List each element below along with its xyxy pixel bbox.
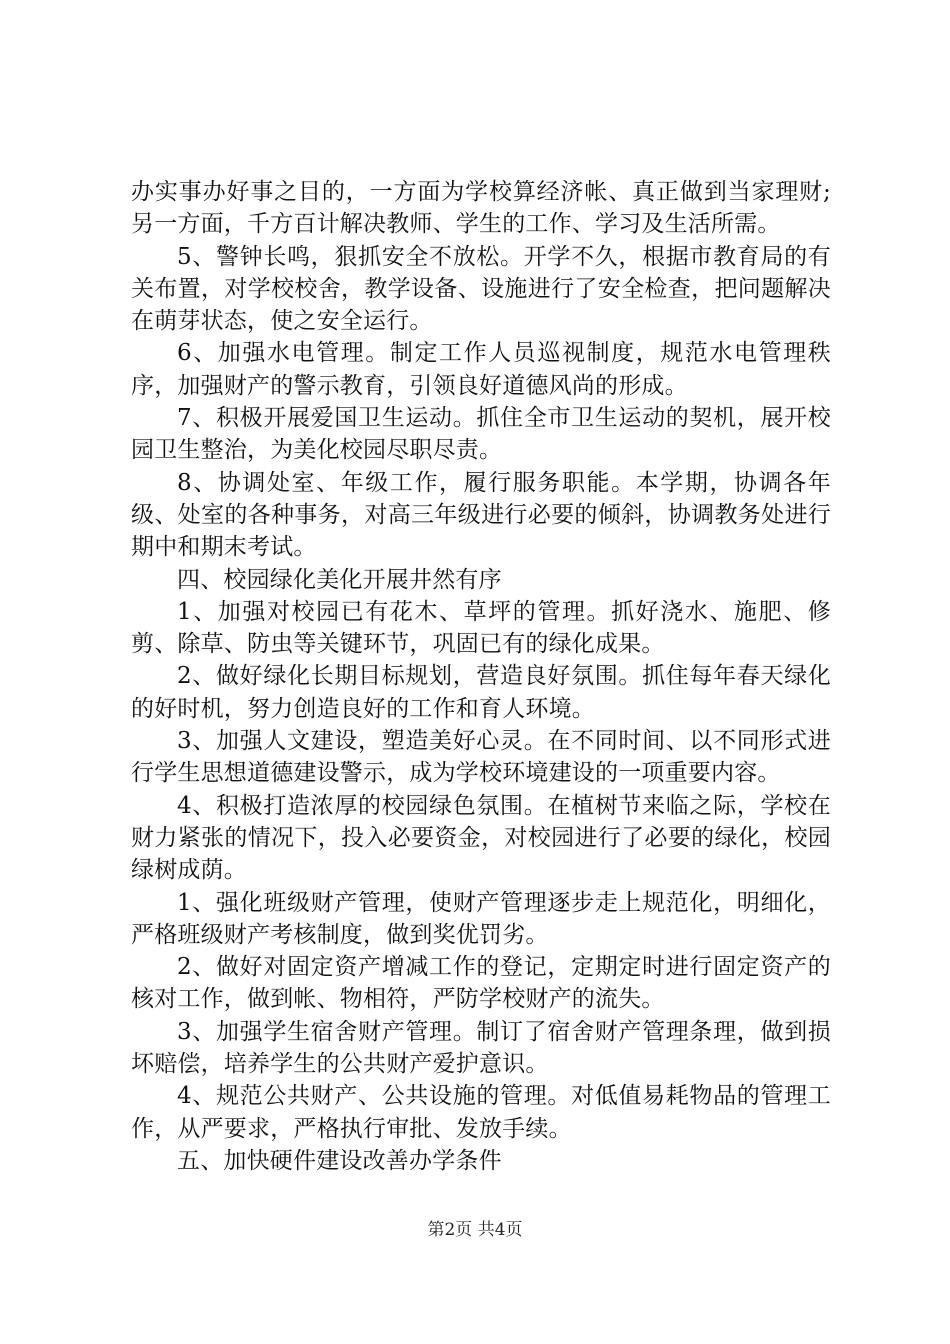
paragraph-item-6: 6、加强水电管理。制定工作人员巡视制度，规范水电管理秩序，加强财产的警示教育，引领良好道德风尚的形成。 [131, 340, 831, 399]
paragraph-item-8: 8、协调处室、年级工作，履行服务职能。本学期，协调各年级、处室的各种事务，对高三年级进行必要的倾斜，协调教务处进行期中和期末考试。 [131, 469, 831, 561]
paragraph-greening-1: 1、加强对校园已有花木、草坪的管理。抓好浇水、施肥、修剪、除草、防虫等关键环节，巩固已有的绿化成果。 [131, 598, 831, 658]
paragraph-item-5: 5、警钟长鸣，狠抓安全不放松。开学不久，根据市教育局的有关布置，对学校校舍，教学设备、设施进行了安全检查，把问题解决在萌芽状态，使之安全运行。 [131, 243, 831, 335]
paragraph-property-1: 1、强化班级财产管理，使财产管理逐步走上规范化，明细化，严格班级财产考核制度，做到奖优罚劣。 [131, 889, 831, 948]
paragraph-property-4: 4、规范公共财产、公共设施的管理。对低值易耗物品的管理工作，从严要求，严格执行审批、发放手续。 [131, 1083, 831, 1142]
paragraph-item-7: 7、积极开展爱国卫生运动。抓住全市卫生运动的契机，展开校园卫生整治，为美化校园尽职尽责。 [131, 405, 831, 464]
paragraph-greening-3: 3、加强人文建设，塑造美好心灵。在不同时间、以不同形式进行学生思想道德建设警示，成为学校环境建设的一项重要内容。 [131, 728, 831, 787]
page-number-footer: 第2页 共4页 [427, 1220, 523, 1240]
paragraph-continuation: 办实事办好事之目的，一方面为学校算经济帐、真正做到当家理财;另一方面，千方百计解决教师、学生的工作、学习及生活所需。 [131, 179, 831, 238]
section-heading-5: 五、加快硬件建设改善办学条件 [177, 1147, 502, 1174]
document-body [131, 176, 831, 1177]
paragraph-property-2: 2、做好对固定资产增减工作的登记，定期定时进行固定资产的核对工作，做到帐、物相符，严防学校财产的流失。 [131, 954, 831, 1013]
section-heading-4: 四、校园绿化美化开展井然有序 [177, 566, 502, 593]
paragraph-property-3: 3、加强学生宿舍财产管理。制订了宿舍财产管理条理，做到损坏赔偿，培养学生的公共财产爱护意识。 [131, 1018, 831, 1078]
paragraph-greening-2: 2、做好绿化长期目标规划，营造良好氛围。抓住每年春天绿化的好时机，努力创造良好的工作和育人环境。 [131, 663, 831, 722]
paragraph-greening-4: 4、积极打造浓厚的校园绿色氛围。在植树节来临之际，学校在财力紧张的情况下，投入必要资金，对校园进行了必要的绿化，校园绿树成荫。 [131, 792, 831, 884]
